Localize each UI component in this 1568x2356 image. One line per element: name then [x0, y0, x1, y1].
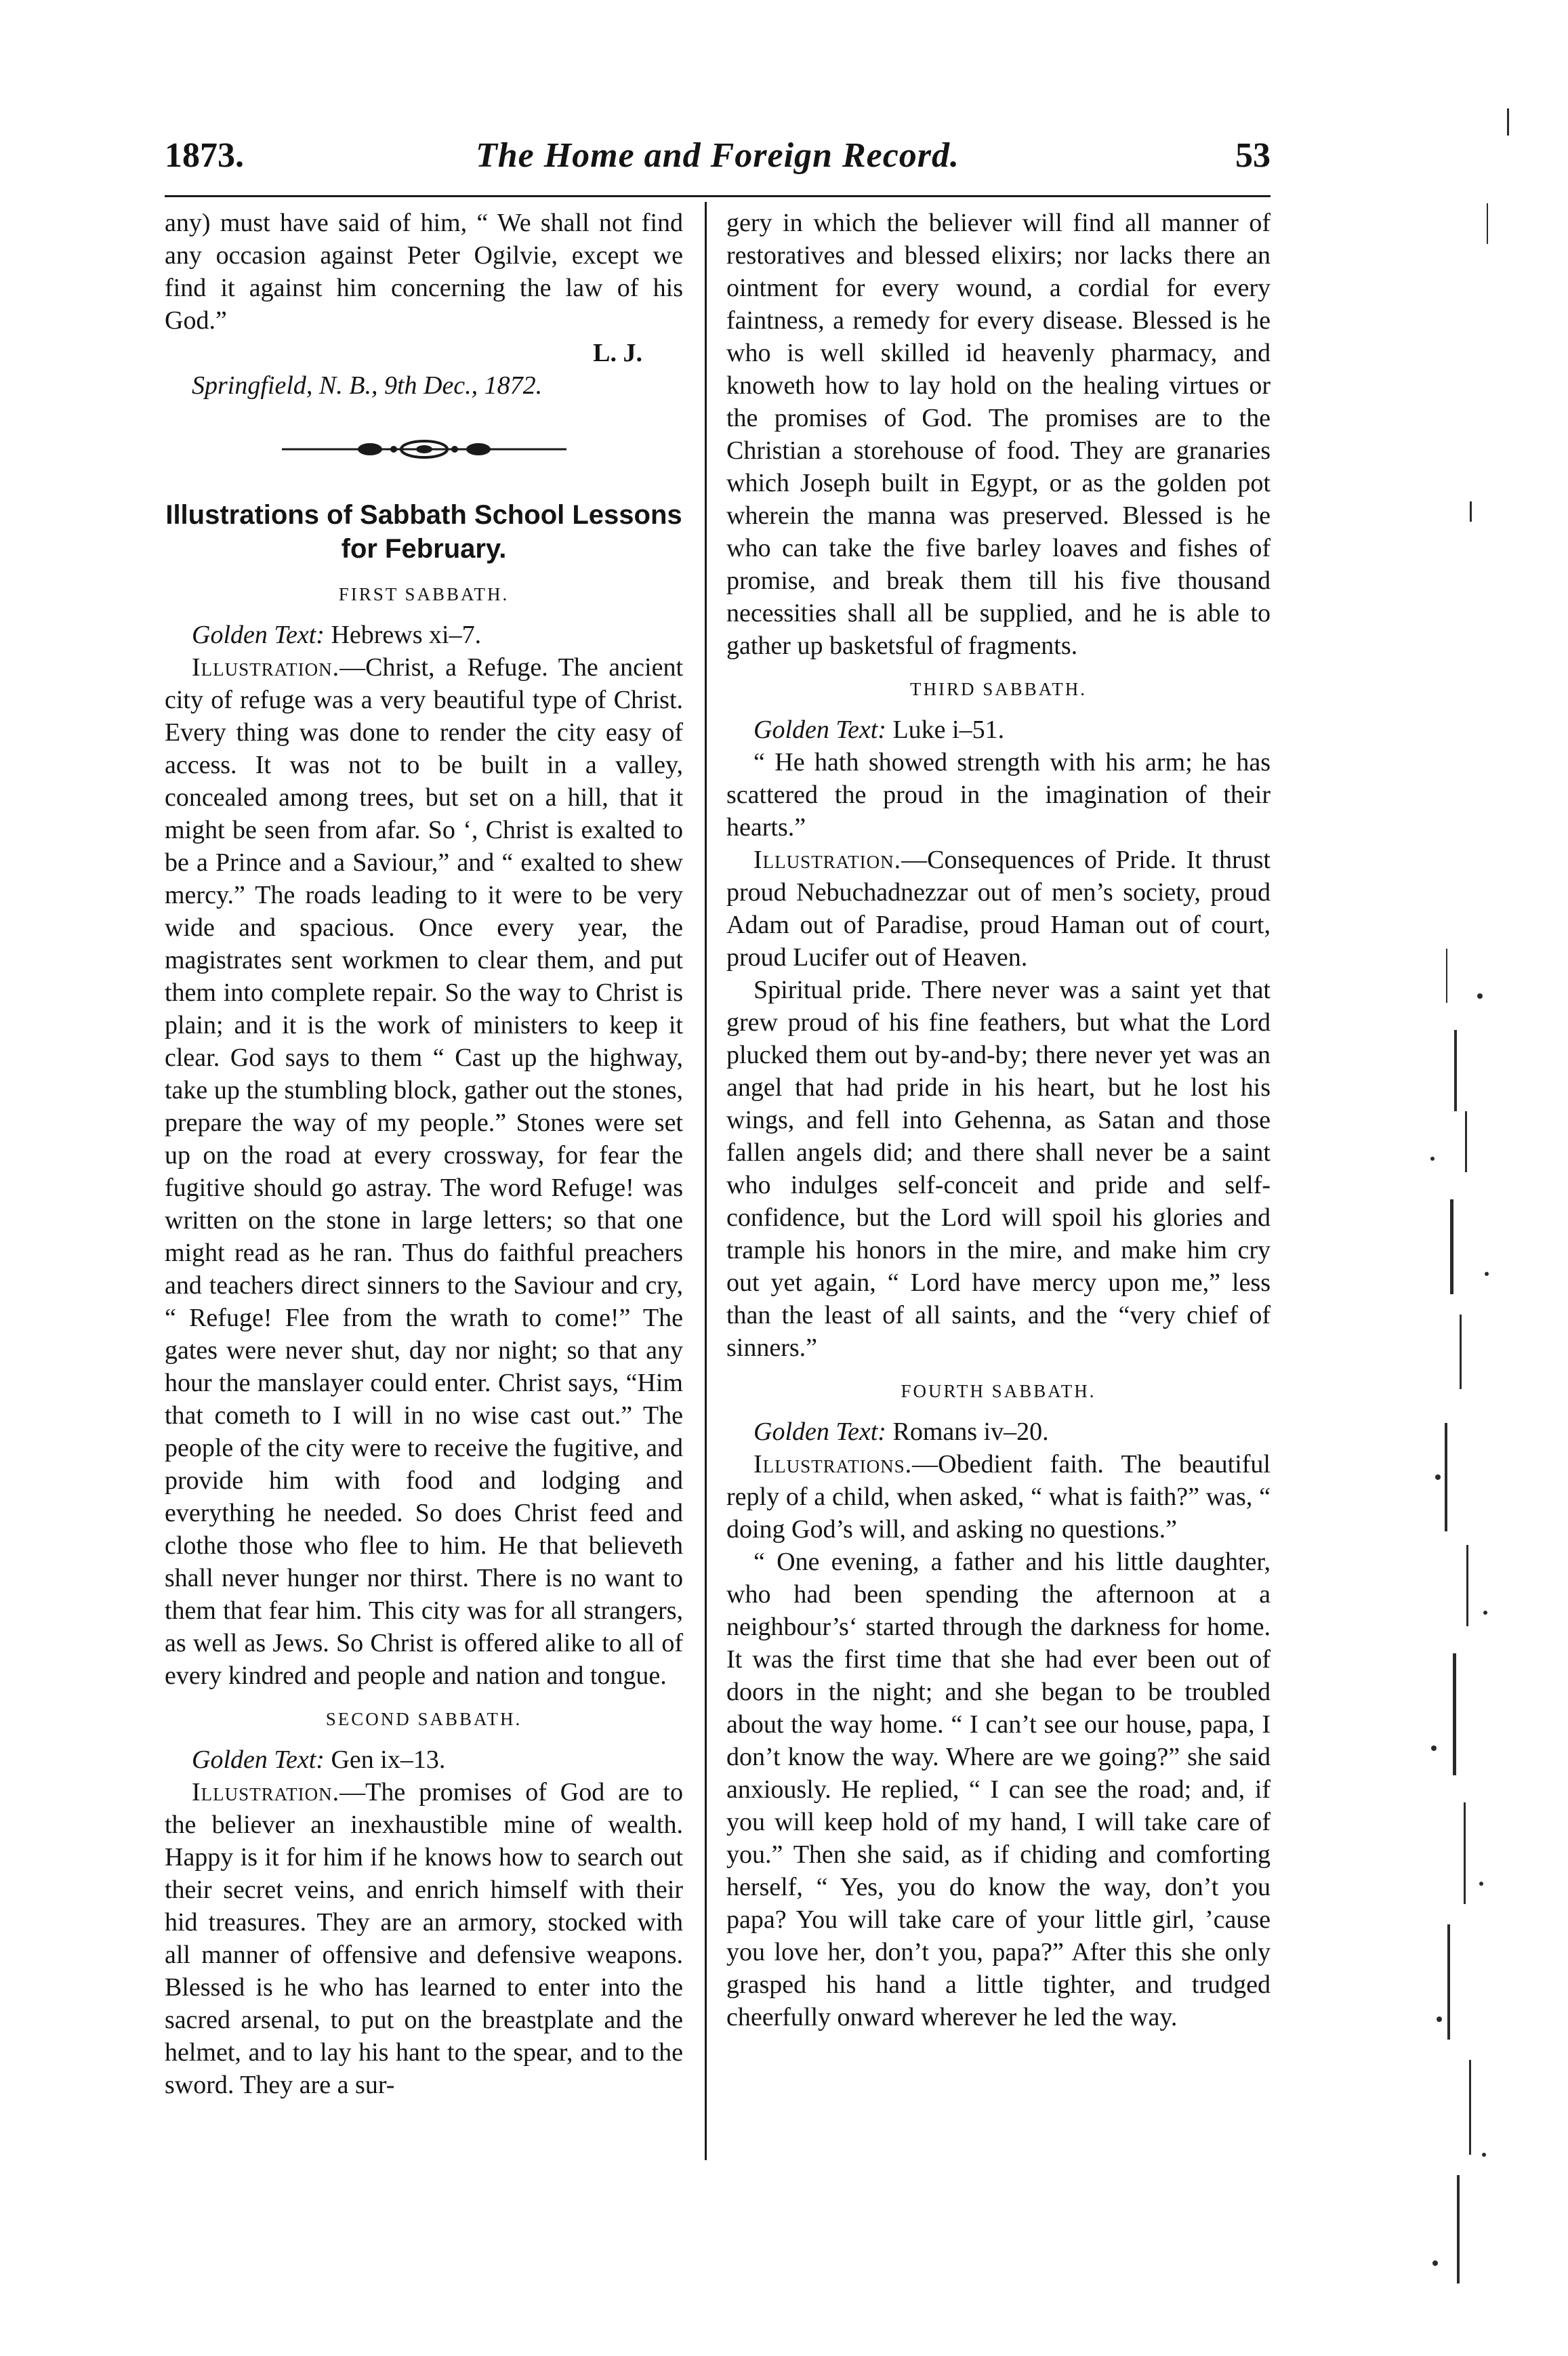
illustration-text: —Christ, a Refuge. The ancient city of refuge was a very beautiful type of Christ. Every thing was done to render the city easy of access. It was not to be built in a valley, concealed among trees, but set on a hill, that it might be seen from afar. So ‘, Christ is exalted to be a Prince and a Saviour,” and “ exalted to shew mercy.” The roads leading to it were to be very wide and spacious. Once every year, the magistrates sent workmen to clear them, and put them into complete repair. So the way to Christ is plain; and it is the work of ministers to keep it clear. God says to them “ Cast up the highway, take up the stumbling block, gather out the stones, prepare the way of my people.” Stones were set up on the road at every crossway, for fear the fugitive should go astray. The word Refuge! was written on the stone in large letters; so that one might read as he ran. Thus do faithful preachers and teachers direct sinners to the Saviour and cry, “ Refuge! Flee from the wrath to come!” The gates were never shut, day nor night; so that any hour the manslayer could enter. Christ says, “Him that cometh to I will in no wise cast out.” The people of the city were to receive the fugitive, and provide him with food and lodging and everything he needed. So does Christ feed and clothe those who flee to him. He that believeth shall never hunger nor thirst. There is no want to them that fear him. This city was for all strangers, as well as Jews. So Christ is offered alike to all of every kindred and people and nation and tongue.: [165, 653, 683, 1690]
illustration-label: Illustration.: [754, 846, 902, 874]
fourth-golden-text: [726, 1415, 1271, 1448]
illustration-label: Illustrations.: [754, 1450, 913, 1479]
page-edge-speckle: [1405, 81, 1568, 2317]
illustration-text: —The promises of God are to the believer an inexhaustible mine of wealth. Happy is it for him if he knows how to search out their secret veins, and enrich himself with their hid treasures. They are an armory, stocked with all manner of offensive and defensive weapons. Blessed is he who has learned to enter into the sacred arsenal, to put on the breastplate and the helmet, and to lay his hant to the spear, and to the sword. They are a sur-: [165, 1778, 683, 2099]
right-column: [726, 207, 1271, 2033]
second-sabbath-illustration: [165, 1776, 683, 2101]
illustration-text: —Consequences of Pride. It thrust proud Nebuchadnezzar out of men’s society, proud Adam out of Paradise, proud Haman out of court, proud Lucifer out of Heaven.: [726, 846, 1271, 972]
golden-text-label: Golden Text:: [754, 1418, 886, 1446]
first-sabbath-illustration: [165, 651, 683, 1692]
third-golden-text: [726, 714, 1271, 746]
carryover-paragraph: gery in which the believer will find all manner of restoratives and blessed elixirs; nor lacks there an ointment for every wound, a cordial for every faintness, a remedy for every disease. Blessed is he who is well skilled id heavenly pharmacy, and knoweth how to lay hold on the healing virtues or the promises of God. The promises are to the Christian a storehouse of food. They are granaries which Joseph built in Egypt, or as the golden pot wherein the manna was preserved. Blessed is he who can take the five barley loaves and fishes of promise, and break them till his five thousand necessities shall all be supplied, and he is able to gather up basketsful of fragments.: [726, 209, 1271, 660]
header-year: 1873.: [165, 136, 244, 175]
illustration-text: —Obedient faith. The beautiful reply of a child, when asked, “ what is faith?” was, “ doing God’s will, and asking no questions.”: [726, 1450, 1271, 1544]
second-golden-text: [165, 1743, 683, 1776]
golden-text-reference: Gen ix–13.: [331, 1745, 446, 1774]
dateline: Springfield, N. B., 9th Dec., 1872.: [192, 371, 543, 400]
illustration-label: Illustration.: [192, 653, 340, 682]
golden-text-reference: Romans iv–20.: [892, 1418, 1049, 1446]
article-title: Illustrations of Sabbath School Lessons for February.: [165, 500, 682, 564]
fourth-sabbath-heading: FOURTH SABBATH.: [901, 1381, 1096, 1401]
golden-text-reference: Luke i–51.: [892, 716, 1005, 744]
second-sabbath-heading: SECOND SABBATH.: [325, 1709, 522, 1729]
golden-text-label: Golden Text:: [754, 716, 886, 744]
fourth-sabbath-paragraph: “ One evening, a father and his little daughter, who had been spending the afternoon at a neighbour’s‘ started through the darkness for home. It was the first time that she had ever been out of doors in the night; and she began to be troubled about the way home. “ I can’t see our house, papa, I don’t know the way. Where are we going?” she said anxiously. He replied, “ I can see the road; and, if you will keep hold of my hand, I will take care of you.” Then she said, as if chiding and comforting herself, “ Yes, you do know the way, don’t you papa? You will take care of your little girl, ’cause you love her, don’t you, papa?” After this she only grasped his hand a little tighter, and trudged cheerfully onward wherever he led the way.: [726, 1548, 1271, 2031]
header-rule: [165, 195, 1271, 197]
left-column: [165, 207, 683, 2101]
illustration-label: Illustration.: [192, 1778, 340, 1806]
first-golden-text: [165, 619, 683, 651]
page-number: 53: [1235, 136, 1271, 175]
first-sabbath-heading: FIRST SABBATH.: [338, 584, 510, 604]
running-head: [165, 136, 1271, 190]
column-rule: [705, 202, 707, 2160]
golden-text-label: Golden Text:: [192, 1745, 325, 1774]
golden-text-reference: Hebrews xi–7.: [331, 621, 482, 649]
golden-text-label: Golden Text:: [192, 621, 325, 649]
third-sabbath-heading: THIRD SABBATH.: [909, 679, 1088, 699]
ornamental-divider: [165, 430, 683, 471]
header-title: The Home and Foreign Record.: [475, 136, 960, 175]
fourth-sabbath-illustration: [726, 1448, 1271, 1546]
third-sabbath-quote: “ He hath showed strength with his arm; he has scattered the proud in the imagination of their hearts.”: [726, 748, 1271, 842]
ornament-rule-icon: [282, 439, 566, 459]
third-sabbath-paragraph: Spiritual pride. There never was a saint yet that grew proud of his fine feathers, but what the Lord plucked them out by-and-by; there never yet was an angel that had pride in his heart, but he lost his wings, and fell into Gehenna, as Satan and those fallen angels did; and there shall never be a saint who indulges self-conceit and pride and self-confidence, but the Lord will spoil his glories and trample his honors in the mire, and make him cry out yet again, “ Lord have mercy upon me,” less than the least of all saints, and the “very chief of sinners.”: [726, 976, 1271, 1362]
signature: L. J.: [593, 339, 642, 367]
carryover-paragraph: any) must have said of him, “ We shall not find any occasion against Peter Ogilvie, except we find it against him concerning the law of his God.”: [165, 209, 683, 335]
third-sabbath-illustration: [726, 844, 1271, 974]
